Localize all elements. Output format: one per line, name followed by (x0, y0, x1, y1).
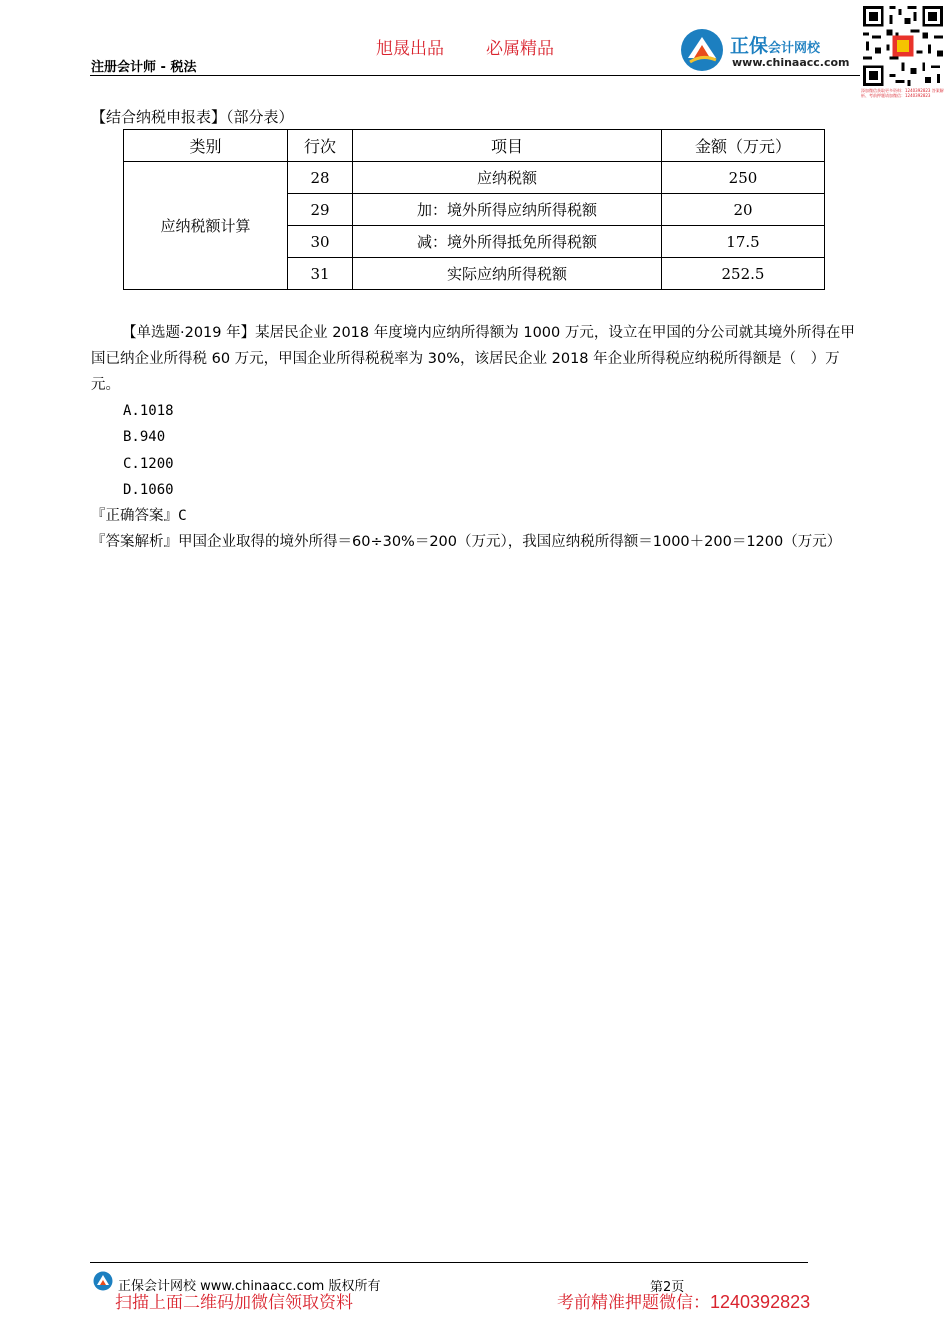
answer-value: C (178, 508, 187, 525)
header-category: 类别 (124, 130, 288, 162)
header-slogan (376, 34, 596, 59)
category-cell: 应纳税额计算 (124, 162, 288, 290)
promo-wechat-number: 1240392823 (710, 1292, 811, 1312)
logo-subtitle: 会计网校 (768, 41, 821, 56)
option-c: C.1200 (123, 455, 174, 472)
answer-analysis (91, 529, 863, 555)
line-cell: 30 (288, 226, 353, 258)
line-cell: 28 (288, 162, 353, 194)
amount-cell: 252.5 (662, 258, 825, 290)
line-cell: 29 (288, 194, 353, 226)
item-cell: 应纳税额 (353, 162, 662, 194)
analysis-text: 甲国企业取得的境外所得＝60÷30%＝200（万元），我国应纳税所得额＝1000＋200＝1200（万元） (178, 534, 842, 551)
footer-copyright: 正保会计网校 www.chinaacc.com 版权所有 (118, 1279, 381, 1294)
slogan-left: 旭晟出品 (376, 39, 444, 59)
option-a: A.1018 (123, 403, 174, 419)
logo-url: www.chinaacc.com (732, 56, 850, 69)
item-cell: 加：境外所得应纳所得税额 (353, 194, 662, 226)
qr-code-icon (860, 3, 946, 89)
item-cell: 实际应纳所得税额 (353, 258, 662, 290)
brand-logo (680, 28, 860, 76)
table-header-row (124, 130, 825, 162)
correct-answer (91, 503, 863, 529)
option-d: D.1060 (123, 481, 174, 498)
amount-cell: 20 (662, 194, 825, 226)
promo-scan-text: 扫描上面二维码加微信领取资料 (115, 1293, 353, 1313)
course-title: 注册会计师 - 税法 (91, 60, 197, 75)
table-row (124, 162, 825, 194)
footer-divider (90, 1262, 808, 1263)
table-caption: 【结合纳税申报表】（部分表） (91, 108, 294, 126)
logo-icon (680, 28, 724, 72)
question-stem: 【单选题·2019 年】某居民企业 2018 年度境内应纳所得额为 1000 万元，设立在甲国的分公司就其境外所得在甲国已纳企业所得税 60 万元，甲国企业所得税税率为 30%，该居民企业 2018 年企业所得税应纳税所得额是（ ）万元。 (91, 325, 855, 393)
amount-cell: 17.5 (662, 226, 825, 258)
header-line: 行次 (288, 130, 353, 162)
analysis-label: 『答案解析』 (91, 534, 178, 551)
slogan-right: 必属精品 (486, 39, 554, 59)
promo-wechat (557, 1288, 810, 1313)
logo-name: 正保 (730, 35, 769, 57)
tax-return-table (123, 129, 825, 290)
header-item: 项目 (353, 130, 662, 162)
line-cell: 31 (288, 258, 353, 290)
amount-cell: 250 (662, 162, 825, 194)
header-amount: 金额（万元） (662, 130, 825, 162)
promo-wechat-label: 考前精准押题微信： (557, 1293, 710, 1313)
answer-label: 『正确答案』 (91, 508, 178, 525)
footer-logo-icon (93, 1271, 113, 1291)
option-b: B.940 (123, 429, 166, 446)
qr-caption: 添加微信获取更多资料：1240392823 答案解析、考前押题请加微信：1240392823 (861, 88, 944, 98)
item-cell: 减：境外所得抵免所得税额 (353, 226, 662, 258)
page-number: 第2页 (650, 1280, 685, 1295)
question-block (91, 320, 863, 555)
